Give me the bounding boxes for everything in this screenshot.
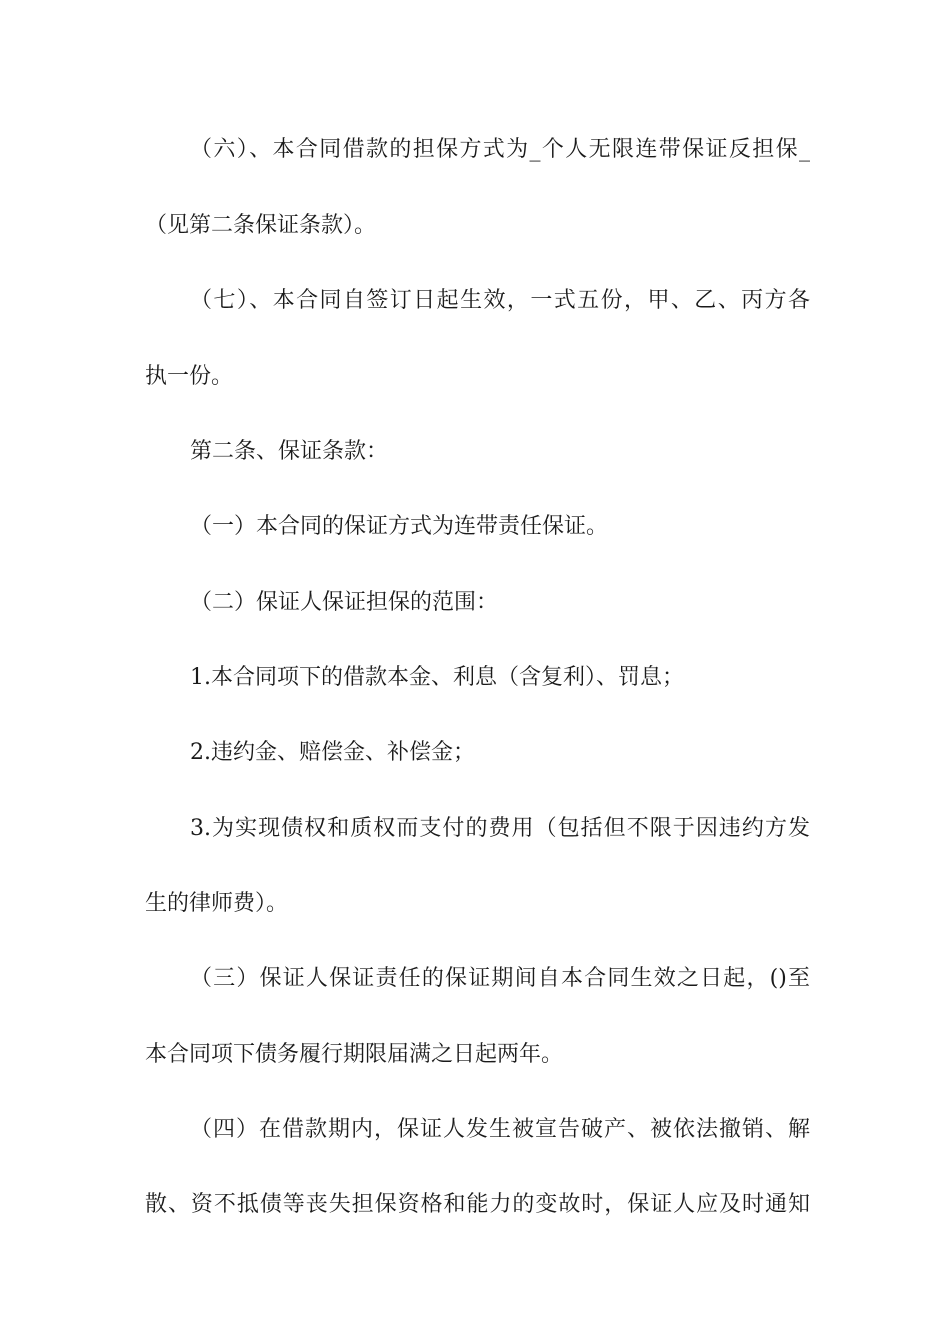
clause-7-line-1: （七）、本合同自签订日起生效，一式五份，甲、乙、丙方各 xyxy=(190,288,810,313)
guarantee-item-3-line-2: 本合同项下债务履行期限届满之日起两年。 xyxy=(145,1042,564,1067)
clause-7-line-2: 执一份。 xyxy=(145,364,234,389)
guarantee-item-4-line-2: 散、资不抵债等丧失担保资格和能力的变故时，保证人应及时通知 xyxy=(145,1192,810,1217)
scope-item-3-line-2: 生的律师费）。 xyxy=(145,891,289,916)
article-2-heading: 第二条、保证条款： xyxy=(190,439,389,464)
scope-item-3-line-1: 3.为实现债权和质权而支付的费用（包括但不限于因违约方发 xyxy=(190,816,810,841)
guarantee-item-4-line-1: （四）在借款期内，保证人发生被宣告破产、被依法撤销、解 xyxy=(190,1117,810,1142)
clause-6-line-2: （见第二条保证条款）。 xyxy=(145,213,377,238)
clause-6-line-1: （六）、本合同借款的担保方式为_个人无限连带保证反担保_ xyxy=(190,137,810,162)
guarantee-item-1: （一）本合同的保证方式为连带责任保证。 xyxy=(190,514,609,539)
guarantee-item-3-line-1: （三）保证人保证责任的保证期间自本合同生效之日起，()至 xyxy=(190,966,810,991)
scope-item-1: 1.本合同项下的借款本金、利息（含复利）、罚息； xyxy=(190,665,684,690)
guarantee-item-2: （二）保证人保证担保的范围： xyxy=(190,590,499,615)
scope-item-2: 2.违约金、赔偿金、补偿金； xyxy=(190,740,475,765)
